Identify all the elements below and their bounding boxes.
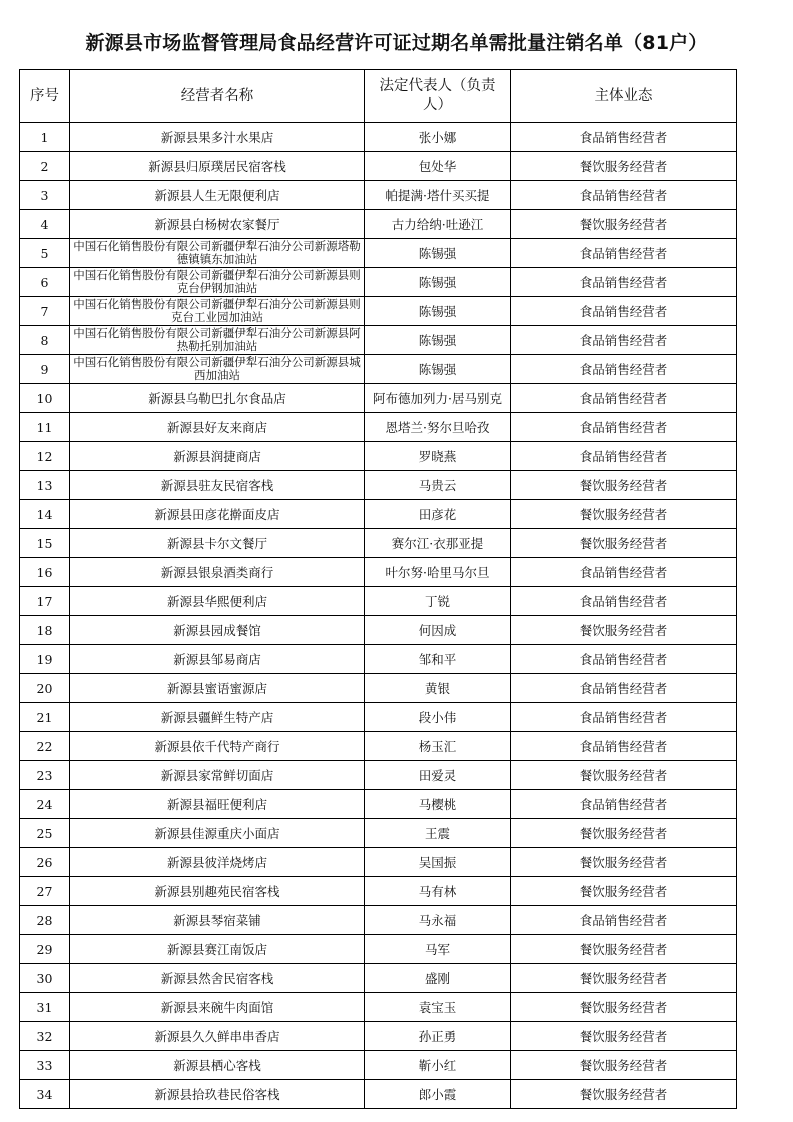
row-number: 29 [20, 935, 70, 964]
legal-representative: 田彦花 [365, 500, 511, 529]
business-type: 食品销售经营者 [511, 790, 737, 819]
business-type: 食品销售经营者 [511, 355, 737, 384]
table-row [20, 1022, 737, 1051]
row-number: 3 [20, 181, 70, 210]
legal-representative: 邹和平 [365, 645, 511, 674]
table-row [20, 877, 737, 906]
legal-representative: 王震 [365, 819, 511, 848]
business-name: 新源县别趣苑民宿客栈 [70, 877, 365, 906]
business-type: 食品销售经营者 [511, 906, 737, 935]
table-row [20, 616, 737, 645]
table-row [20, 935, 737, 964]
business-type: 餐饮服务经营者 [511, 993, 737, 1022]
header-no: 序号 [20, 70, 70, 123]
legal-representative: 古力给纳·吐逊江 [365, 210, 511, 239]
legal-representative: 赛尔江·衣那亚提 [365, 529, 511, 558]
table-row [20, 819, 737, 848]
header-business-type: 主体业态 [511, 70, 737, 123]
business-type: 食品销售经营者 [511, 703, 737, 732]
row-number: 6 [20, 268, 70, 297]
business-name: 新源县归原璞居民宿客栈 [70, 152, 365, 181]
business-type: 餐饮服务经营者 [511, 964, 737, 993]
business-name: 新源县家常鲜切面店 [70, 761, 365, 790]
row-number: 23 [20, 761, 70, 790]
business-name: 新源县福旺便利店 [70, 790, 365, 819]
business-name: 新源县田彦花擀面皮店 [70, 500, 365, 529]
legal-representative: 马有林 [365, 877, 511, 906]
business-name-text: 中国石化销售股份有限公司新疆伊犁石油分公司新源县则克台伊钢加油站 [73, 269, 361, 295]
table-row [20, 906, 737, 935]
business-type: 食品销售经营者 [511, 239, 737, 268]
document-title: 新源县市场监督管理局食品经营许可证过期名单需批量注销名单（81户） [85, 32, 708, 54]
legal-representative: 孙正勇 [365, 1022, 511, 1051]
row-number: 19 [20, 645, 70, 674]
table-row [20, 761, 737, 790]
table-row [20, 1080, 737, 1109]
header-representative: 法定代表人（负责人） [365, 70, 511, 123]
business-name: 新源县好友来商店 [70, 413, 365, 442]
business-name: 新源县然舍民宿客栈 [70, 964, 365, 993]
legal-representative: 袁宝玉 [365, 993, 511, 1022]
legal-representative: 叶尔努·哈里马尔旦 [365, 558, 511, 587]
business-type: 食品销售经营者 [511, 442, 737, 471]
business-name: 新源县乌勒巴扎尔食品店 [70, 384, 365, 413]
table-row [20, 993, 737, 1022]
business-type: 食品销售经营者 [511, 181, 737, 210]
business-name: 新源县栖心客栈 [70, 1051, 365, 1080]
business-name: 新源县赛江南饭店 [70, 935, 365, 964]
table-row [20, 355, 737, 384]
row-number: 34 [20, 1080, 70, 1109]
business-name: 新源县彼洋烧烤店 [70, 848, 365, 877]
business-name: 新源县华熙便利店 [70, 587, 365, 616]
table-body [20, 123, 737, 1109]
business-type: 餐饮服务经营者 [511, 877, 737, 906]
business-name: 新源县佳源重庆小面店 [70, 819, 365, 848]
legal-representative: 何因成 [365, 616, 511, 645]
business-name: 新源县依千代特产商行 [70, 732, 365, 761]
table-row [20, 703, 737, 732]
row-number: 25 [20, 819, 70, 848]
business-type: 餐饮服务经营者 [511, 500, 737, 529]
row-number: 31 [20, 993, 70, 1022]
table-row [20, 268, 737, 297]
business-name: 新源县来碗牛肉面馆 [70, 993, 365, 1022]
legal-representative: 盛刚 [365, 964, 511, 993]
table-row [20, 964, 737, 993]
table-row [20, 442, 737, 471]
legal-representative: 陈锡强 [365, 239, 511, 268]
row-number: 20 [20, 674, 70, 703]
legal-representative: 恩塔兰·努尔旦哈孜 [365, 413, 511, 442]
table-row [20, 645, 737, 674]
table-row [20, 674, 737, 703]
business-type: 餐饮服务经营者 [511, 471, 737, 500]
business-type: 餐饮服务经营者 [511, 529, 737, 558]
business-type: 餐饮服务经营者 [511, 761, 737, 790]
row-number: 16 [20, 558, 70, 587]
row-number: 9 [20, 355, 70, 384]
business-name [70, 297, 365, 326]
table-row [20, 471, 737, 500]
business-name: 新源县人生无限便利店 [70, 181, 365, 210]
legal-representative: 段小伟 [365, 703, 511, 732]
business-name: 新源县卡尔文餐厅 [70, 529, 365, 558]
row-number: 11 [20, 413, 70, 442]
row-number: 1 [20, 123, 70, 152]
legal-representative: 田爱灵 [365, 761, 511, 790]
table-header-row [20, 70, 737, 123]
row-number: 14 [20, 500, 70, 529]
table-row [20, 1051, 737, 1080]
business-type: 餐饮服务经营者 [511, 210, 737, 239]
table-row [20, 123, 737, 152]
table-row [20, 558, 737, 587]
row-number: 5 [20, 239, 70, 268]
business-name-text: 中国石化销售股份有限公司新疆伊犁石油分公司新源县阿热勒托别加油站 [73, 327, 361, 353]
business-type: 餐饮服务经营者 [511, 819, 737, 848]
business-name [70, 355, 365, 384]
legal-representative: 黄银 [365, 674, 511, 703]
business-type: 食品销售经营者 [511, 413, 737, 442]
row-number: 7 [20, 297, 70, 326]
business-type: 食品销售经营者 [511, 384, 737, 413]
business-name: 新源县琴宿菜铺 [70, 906, 365, 935]
table-row [20, 326, 737, 355]
legal-representative: 陈锡强 [365, 326, 511, 355]
business-name: 新源县白杨树农家餐厅 [70, 210, 365, 239]
table-row [20, 384, 737, 413]
legal-representative: 杨玉汇 [365, 732, 511, 761]
header-name: 经营者名称 [70, 70, 365, 123]
legal-representative: 丁锐 [365, 587, 511, 616]
business-name: 新源县润捷商店 [70, 442, 365, 471]
legal-representative: 罗晓燕 [365, 442, 511, 471]
business-name [70, 239, 365, 268]
legal-representative: 马樱桃 [365, 790, 511, 819]
legal-representative: 陈锡强 [365, 268, 511, 297]
legal-representative: 吴国振 [365, 848, 511, 877]
row-number: 2 [20, 152, 70, 181]
row-number: 18 [20, 616, 70, 645]
table-row [20, 413, 737, 442]
business-type: 餐饮服务经营者 [511, 1080, 737, 1109]
row-number: 10 [20, 384, 70, 413]
business-type: 餐饮服务经营者 [511, 848, 737, 877]
legal-representative: 马永福 [365, 906, 511, 935]
legal-representative: 靳小红 [365, 1051, 511, 1080]
business-type: 食品销售经营者 [511, 558, 737, 587]
business-name: 新源县驻友民宿客栈 [70, 471, 365, 500]
business-type: 食品销售经营者 [511, 732, 737, 761]
table-row [20, 239, 737, 268]
business-name: 新源县银泉酒类商行 [70, 558, 365, 587]
business-name: 新源县蜜语蜜源店 [70, 674, 365, 703]
row-number: 24 [20, 790, 70, 819]
business-name-text: 中国石化销售股份有限公司新疆伊犁石油分公司新源县城西加油站 [73, 356, 361, 382]
business-name: 新源县果多汁水果店 [70, 123, 365, 152]
business-type: 餐饮服务经营者 [511, 152, 737, 181]
business-name: 新源县邹易商店 [70, 645, 365, 674]
business-name [70, 268, 365, 297]
business-name [70, 326, 365, 355]
table-row [20, 297, 737, 326]
legal-representative: 陈锡强 [365, 297, 511, 326]
legal-representative: 包处华 [365, 152, 511, 181]
license-table [19, 69, 737, 1109]
row-number: 21 [20, 703, 70, 732]
business-type: 食品销售经营者 [511, 326, 737, 355]
business-name: 新源县久久鲜串串香店 [70, 1022, 365, 1051]
row-number: 26 [20, 848, 70, 877]
row-number: 22 [20, 732, 70, 761]
legal-representative: 郎小霞 [365, 1080, 511, 1109]
business-type: 食品销售经营者 [511, 268, 737, 297]
business-type: 食品销售经营者 [511, 587, 737, 616]
row-number: 12 [20, 442, 70, 471]
legal-representative: 帕提满·塔什买买提 [365, 181, 511, 210]
business-name: 新源县拾玖巷民俗客栈 [70, 1080, 365, 1109]
row-number: 13 [20, 471, 70, 500]
legal-representative: 马军 [365, 935, 511, 964]
business-name: 新源县疆鲜生特产店 [70, 703, 365, 732]
table-row [20, 152, 737, 181]
legal-representative: 陈锡强 [365, 355, 511, 384]
row-number: 17 [20, 587, 70, 616]
business-name-text: 中国石化销售股份有限公司新疆伊犁石油分公司新源塔勒德镇镇东加油站 [73, 240, 361, 266]
table-row [20, 587, 737, 616]
row-number: 33 [20, 1051, 70, 1080]
table-row [20, 732, 737, 761]
legal-representative: 张小娜 [365, 123, 511, 152]
table-row [20, 181, 737, 210]
business-type: 食品销售经营者 [511, 645, 737, 674]
row-number: 32 [20, 1022, 70, 1051]
legal-representative: 阿布德加列力·居马别克 [365, 384, 511, 413]
row-number: 30 [20, 964, 70, 993]
business-type: 食品销售经营者 [511, 123, 737, 152]
table-row [20, 790, 737, 819]
row-number: 15 [20, 529, 70, 558]
row-number: 28 [20, 906, 70, 935]
business-type: 餐饮服务经营者 [511, 935, 737, 964]
business-type: 食品销售经营者 [511, 297, 737, 326]
table-row [20, 848, 737, 877]
business-type: 餐饮服务经营者 [511, 616, 737, 645]
table-row [20, 529, 737, 558]
business-type: 食品销售经营者 [511, 674, 737, 703]
business-name-text: 中国石化销售股份有限公司新疆伊犁石油分公司新源县则克台工业园加油站 [73, 298, 361, 324]
row-number: 8 [20, 326, 70, 355]
business-type: 餐饮服务经营者 [511, 1051, 737, 1080]
row-number: 4 [20, 210, 70, 239]
row-number: 27 [20, 877, 70, 906]
table-row [20, 210, 737, 239]
legal-representative: 马贵云 [365, 471, 511, 500]
business-name: 新源县园成餐馆 [70, 616, 365, 645]
business-type: 餐饮服务经营者 [511, 1022, 737, 1051]
table-row [20, 500, 737, 529]
